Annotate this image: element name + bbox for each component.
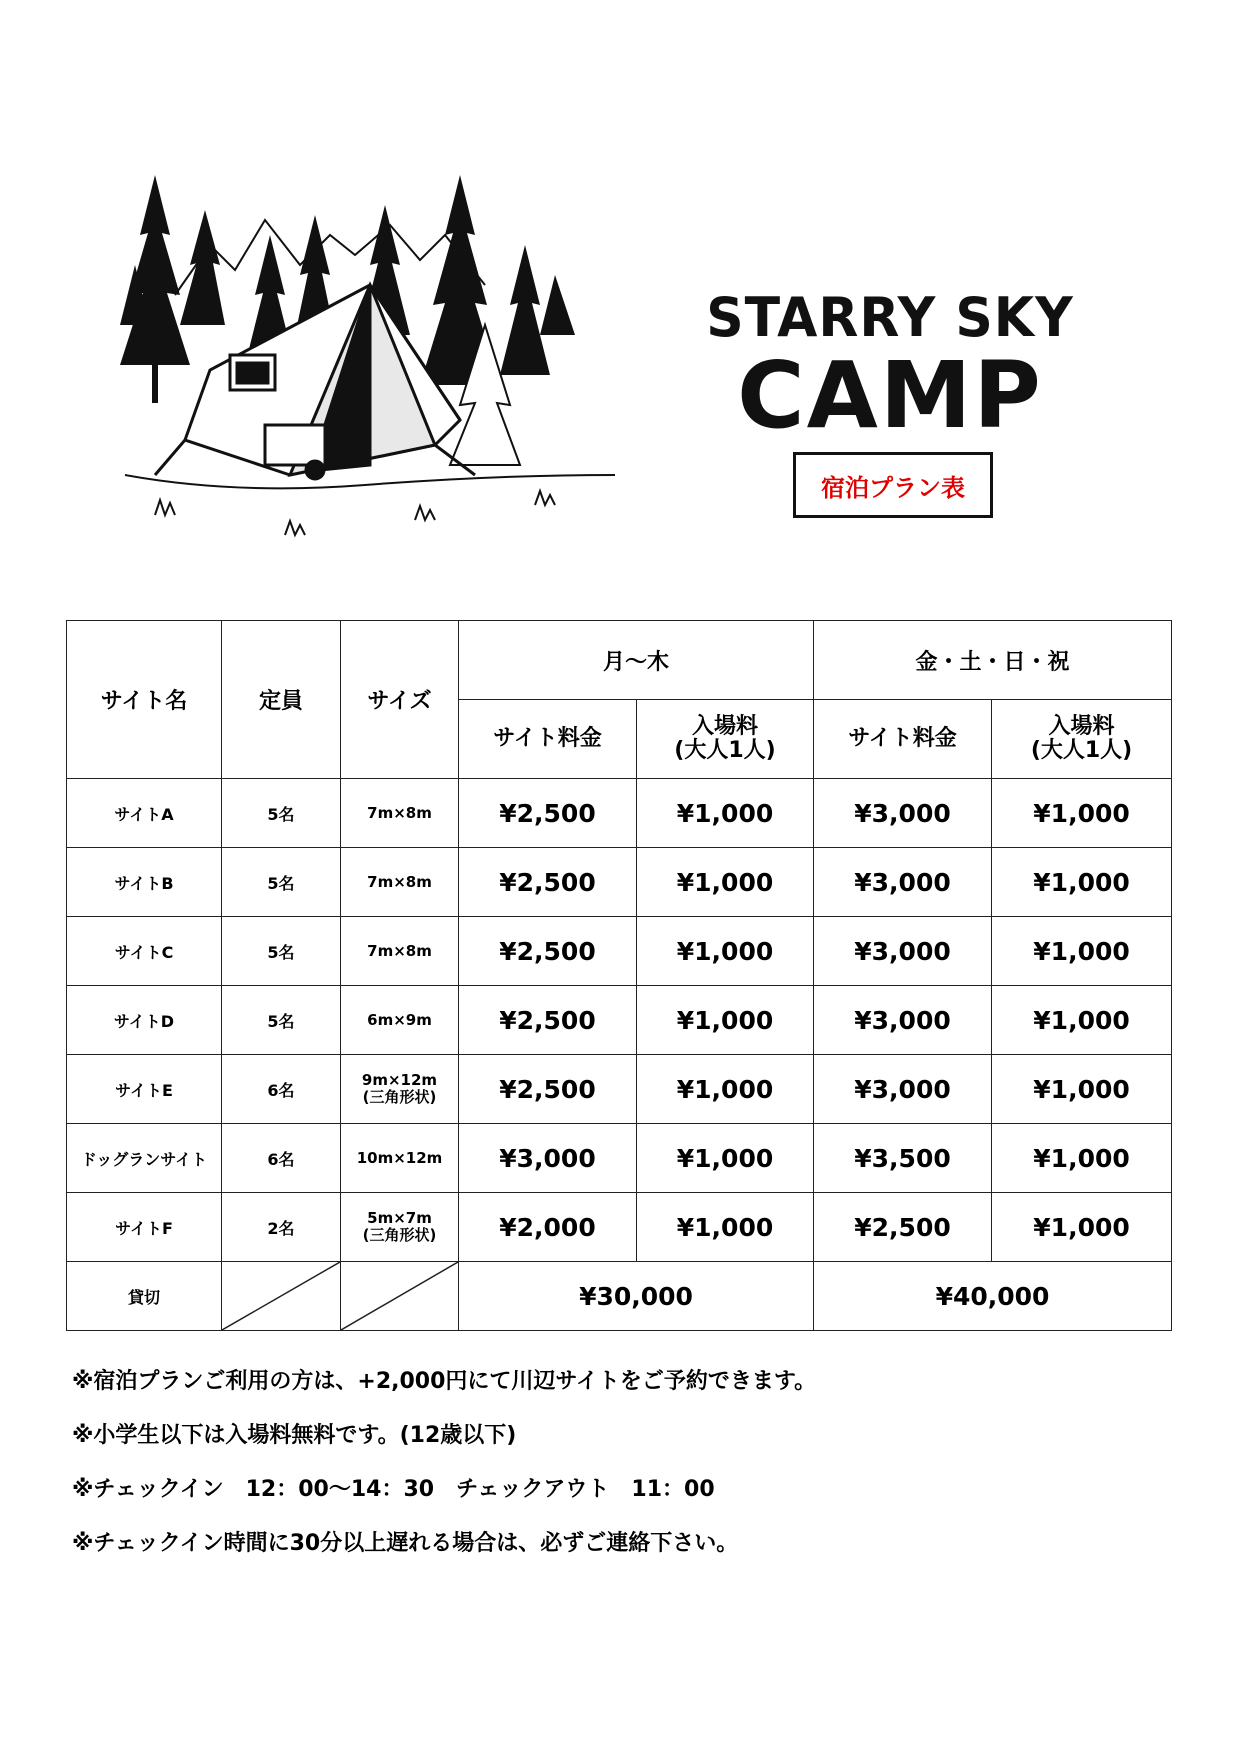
table-row bbox=[67, 848, 1172, 917]
size-value: 7m×8m bbox=[367, 803, 432, 822]
weekend-site-fee: ¥3,000 bbox=[814, 986, 992, 1055]
size-value: 7m×8m bbox=[367, 941, 432, 960]
table-row bbox=[67, 1055, 1172, 1124]
header-capacity: 定員 bbox=[222, 621, 341, 779]
entry-fee-sublabel: (大人1人) bbox=[1030, 738, 1133, 763]
weekend-site-fee: ¥2,500 bbox=[814, 1193, 992, 1262]
charter-weekend-price: ¥40,000 bbox=[814, 1262, 1172, 1331]
header-weekday-entry-fee bbox=[637, 700, 814, 779]
empty-cell-diagonal bbox=[222, 1262, 341, 1331]
entry-fee-label: 入場料 bbox=[692, 714, 759, 739]
brand-title-line2: CAMP bbox=[737, 342, 1043, 449]
plan-label: 宿泊プラン表 bbox=[821, 473, 965, 502]
note-item: ※チェックイン 12：00～14：30 チェックアウト 11：00 bbox=[72, 1477, 715, 1502]
charter-label: 貸切 bbox=[67, 1262, 222, 1331]
capacity: 5名 bbox=[222, 848, 341, 917]
size bbox=[341, 848, 459, 917]
brand-title-line1: STARRY SKY bbox=[706, 286, 1074, 350]
table-row bbox=[67, 986, 1172, 1055]
header-weekend-site-fee: サイト料金 bbox=[814, 700, 992, 779]
header-size: サイズ bbox=[341, 621, 459, 779]
site-name: サイトE bbox=[67, 1055, 222, 1124]
table-row-charter bbox=[67, 1262, 1172, 1331]
size-value: 7m×8m bbox=[367, 872, 432, 891]
entry-fee-label: 入場料 bbox=[1048, 714, 1115, 739]
note-item: ※小学生以下は入場料無料です。(12歳以下) bbox=[72, 1423, 517, 1448]
size bbox=[341, 779, 459, 848]
notes bbox=[72, 1355, 816, 1571]
header-weekend: 金・土・日・祝 bbox=[814, 621, 1172, 700]
capacity: 2名 bbox=[222, 1193, 341, 1262]
weekday-entry-fee: ¥1,000 bbox=[637, 1124, 814, 1193]
size-value: 9m×12m bbox=[361, 1071, 438, 1089]
size-value: 6m×9m bbox=[367, 1010, 432, 1029]
table-row bbox=[67, 1124, 1172, 1193]
note-item: ※宿泊プランご利用の方は、+2,000円にて川辺サイトをご予約できます。 bbox=[72, 1369, 817, 1394]
entry-fee-sublabel: (大人1人) bbox=[674, 738, 776, 763]
weekend-site-fee: ¥3,000 bbox=[814, 848, 992, 917]
diagonal-line bbox=[222, 1262, 340, 1330]
weekday-site-fee: ¥2,500 bbox=[459, 917, 637, 986]
weekend-entry-fee: ¥1,000 bbox=[992, 917, 1172, 986]
size-value: 10m×12m bbox=[356, 1148, 443, 1167]
size-note: (三角形状) bbox=[362, 1226, 437, 1244]
camp-tent-illustration bbox=[115, 175, 625, 575]
site-name: ドッグランサイト bbox=[67, 1124, 222, 1193]
site-name: サイトF bbox=[67, 1193, 222, 1262]
note-item: ※チェックイン時間に30分以上遅れる場合は、必ずご連絡下さい。 bbox=[72, 1531, 739, 1556]
table-row bbox=[67, 779, 1172, 848]
capacity: 6名 bbox=[222, 1055, 341, 1124]
size bbox=[341, 917, 459, 986]
weekend-entry-fee: ¥1,000 bbox=[992, 986, 1172, 1055]
table-row bbox=[67, 917, 1172, 986]
empty-cell-diagonal bbox=[341, 1262, 459, 1331]
header-weekday: 月～木 bbox=[459, 621, 814, 700]
size bbox=[341, 1055, 459, 1124]
header-weekend-entry-fee bbox=[992, 700, 1172, 779]
weekend-entry-fee: ¥1,000 bbox=[992, 779, 1172, 848]
ground-line bbox=[125, 475, 615, 488]
size bbox=[341, 1193, 459, 1262]
site-name: サイトA bbox=[67, 779, 222, 848]
site-name: サイトD bbox=[67, 986, 222, 1055]
weekend-site-fee: ¥3,500 bbox=[814, 1124, 992, 1193]
weekday-entry-fee: ¥1,000 bbox=[637, 917, 814, 986]
weekday-entry-fee: ¥1,000 bbox=[637, 1055, 814, 1124]
capacity: 5名 bbox=[222, 917, 341, 986]
weekend-site-fee: ¥3,000 bbox=[814, 1055, 992, 1124]
size-note: (三角形状) bbox=[362, 1088, 437, 1106]
weekday-site-fee: ¥2,500 bbox=[459, 779, 637, 848]
weekday-site-fee: ¥2,500 bbox=[459, 848, 637, 917]
capacity: 5名 bbox=[222, 986, 341, 1055]
weekend-entry-fee: ¥1,000 bbox=[992, 848, 1172, 917]
weekday-entry-fee: ¥1,000 bbox=[637, 1193, 814, 1262]
weekend-site-fee: ¥3,000 bbox=[814, 779, 992, 848]
weekend-entry-fee: ¥1,000 bbox=[992, 1124, 1172, 1193]
weekday-entry-fee: ¥1,000 bbox=[637, 986, 814, 1055]
size bbox=[341, 986, 459, 1055]
weekend-site-fee: ¥3,000 bbox=[814, 917, 992, 986]
weekday-site-fee: ¥2,500 bbox=[459, 1055, 637, 1124]
header-weekday-site-fee: サイト料金 bbox=[459, 700, 637, 779]
weekend-entry-fee: ¥1,000 bbox=[992, 1193, 1172, 1262]
size-value: 5m×7m bbox=[367, 1209, 432, 1227]
diagonal-line bbox=[341, 1262, 458, 1330]
site-name: サイトB bbox=[67, 848, 222, 917]
weekday-entry-fee: ¥1,000 bbox=[637, 848, 814, 917]
weekday-site-fee: ¥3,000 bbox=[459, 1124, 637, 1193]
plan-label-box bbox=[793, 452, 993, 518]
weekend-entry-fee: ¥1,000 bbox=[992, 1055, 1172, 1124]
weekday-entry-fee: ¥1,000 bbox=[637, 779, 814, 848]
mountains-outline bbox=[175, 220, 485, 295]
table-row bbox=[67, 1193, 1172, 1262]
grass-tufts bbox=[155, 491, 555, 535]
brand-title bbox=[660, 286, 1120, 449]
weekday-site-fee: ¥2,500 bbox=[459, 986, 637, 1055]
charter-weekday-price: ¥30,000 bbox=[459, 1262, 814, 1331]
size bbox=[341, 1124, 459, 1193]
capacity: 6名 bbox=[222, 1124, 341, 1193]
rates-table bbox=[66, 620, 1172, 1331]
capacity: 5名 bbox=[222, 779, 341, 848]
site-name: サイトC bbox=[67, 917, 222, 986]
header-site-name: サイト名 bbox=[67, 621, 222, 779]
weekday-site-fee: ¥2,000 bbox=[459, 1193, 637, 1262]
